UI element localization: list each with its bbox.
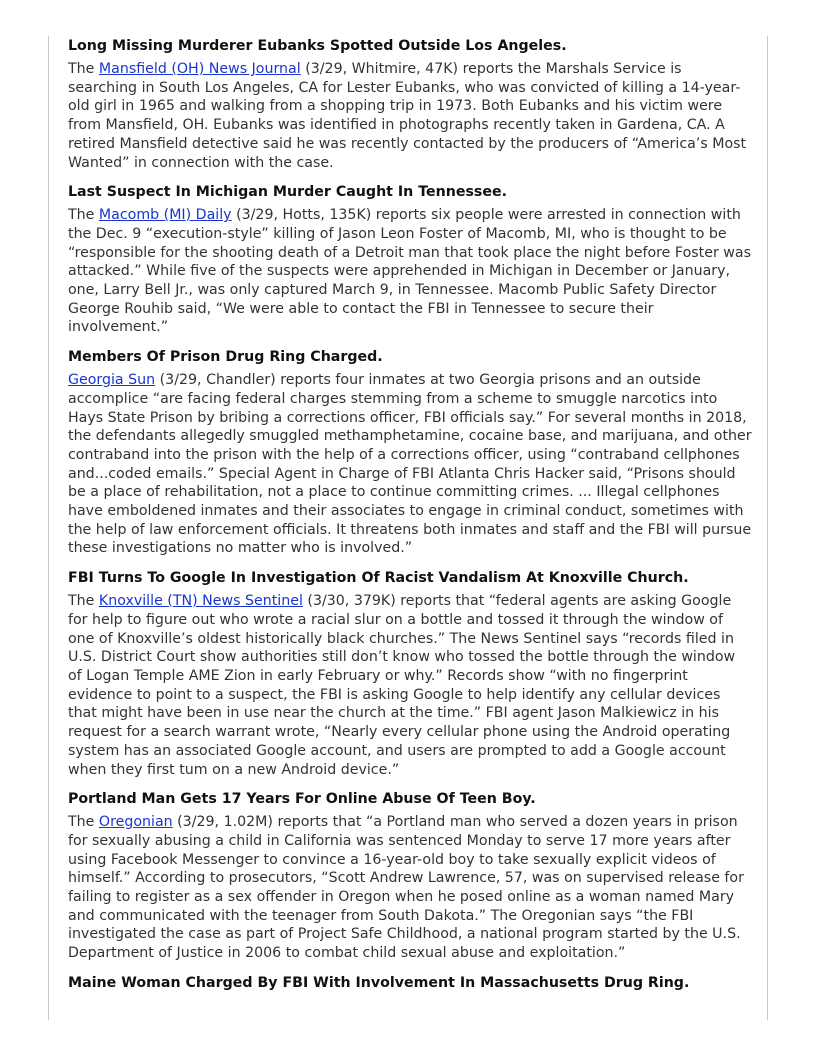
article-eubanks: [68, 37, 752, 172]
article-lead: The: [68, 814, 99, 831]
article-headline: Portland Man Gets 17 Years For Online Abuse Of Teen Boy.: [68, 791, 536, 808]
article-headline: FBI Turns To Google In Investigation Of Racist Vandalism At Knoxville Church.: [68, 570, 689, 587]
article-maine-woman: [68, 974, 752, 993]
article-body: [68, 813, 752, 963]
article-body: [68, 592, 752, 779]
source-link-oregonian[interactable]: Oregonian: [98, 814, 173, 831]
article-headline: Maine Woman Charged By FBI With Involvement In Massachusetts Drug Ring.: [68, 974, 690, 991]
article-body: [68, 371, 752, 558]
news-briefing: [68, 37, 752, 1004]
article-michigan-murder: [68, 183, 752, 337]
article-lead: The: [68, 593, 99, 610]
article-headline: Long Missing Murderer Eubanks Spotted Outside Los Angeles.: [68, 38, 567, 54]
source-link-georgia-sun[interactable]: Georgia Sun: [68, 372, 156, 389]
source-link-knoxville[interactable]: Knoxville (TN) News Sentinel: [98, 593, 303, 610]
article-prison-drug-ring: [68, 348, 752, 558]
article-text: (3/29, Chandler) reports four inmates at two Georgia prisons and an outside accomplice “are facing federal charges stemming from a scheme to smuggle narcotics into Hays State Prison by bribing a corrections officer, FBI officials say.” For several months in 2018, the defendants allegedly smuggled methamphetamine, cocaine base, and marijuana, and other contraband into the prison with the help of a corrections officer, using “contraband cellphones and...coded emails.” Special Agent in Charge of FBI Atlanta Chris Hacker said, “Prisons should be a place of rehabilitation, not a place to continue committing crimes. ... Illegal cellphones have emboldened inmates and their associates to engage in criminal conduct, sometimes with the help of law enforcement officials. It threatens both inmates and staff and the FBI will pursue these investigations no matter who is involved.”: [68, 372, 752, 557]
article-knoxville-church: [68, 569, 752, 779]
article-body: [68, 206, 752, 337]
source-link-mansfield[interactable]: Mansfield (OH) News Journal: [98, 61, 301, 77]
article-lead: The: [68, 207, 99, 224]
article-portland: [68, 790, 752, 963]
article-headline: Members Of Prison Drug Ring Charged.: [68, 349, 383, 366]
article-text: (3/30, 379K) reports that “federal agents are asking Google for help to figure out who wrote a racial slur on a bottle and tossed it through the window of one of Knoxville’s oldest historically black churches.” The News Sentinel says “records filed in U.S. District Court show authorities still don’t know who tossed the bottle through the window of Logan Temple AME Zion in early February or why.” Records show “with no fingerprint evidence to point to a suspect, the FBI is asking Google to help identify any cellular devices that might have been in use near the church at the time.” FBI agent Jason Malkiewicz in his request for a search warrant wrote, “Nearly every cellular phone using the Android operating system has an associated Google account, and users are prompted to add a Google account when they first tum on a new Android device.”: [68, 593, 736, 778]
article-text: (3/29, Whitmire, 47K) reports the Marshals Service is searching in South Los Angeles, CA for Lester Eubanks, who was convicted of killing a 14-year-old girl in 1965 and walking from a shopping trip in 1973. Both Eubanks and his victim were from Mansfield, OH. Eubanks was identified in photographs recently taken in Gardena, CA. A retired Mansfield detective said he was recently contacted by the producers of “America’s Most Wanted” in connection with the case.: [68, 61, 747, 171]
article-lead: The: [68, 61, 99, 77]
article-body: [68, 60, 752, 172]
article-text: (3/29, 1.02M) reports that “a Portland man who served a dozen years in prison for sexually abusing a child in California was sentenced Monday to serve 17 more years after using Facebook Messenger to convince a 16-year-old boy to take sexually explicit videos of himself.” According to prosecutors, “Scott Andrew Lawrence, 57, was on supervised release for failing to register as a sex offender in Oregon when he posed online as a woman named Mary and communicated with the teenager from South Dakota.” The Oregonian says “the FBI investigated the case as part of Project Safe Childhood, a national program started by the U.S. Department of Justice in 2006 to combat child sexual abuse and exploitation.”: [68, 814, 744, 962]
article-text: (3/29, Hotts, 135K) reports six people were arrested in connection with the Dec. 9 “execution-style” killing of Jason Leon Foster of Macomb, MI, who is thought to be “responsible for the shooting death of a Detroit man that took place the night before Foster was attacked.” While five of the suspects were apprehended in Michigan in December or January, one, Larry Bell Jr., was only captured March 9, in Tennessee. Macomb Public Safety Director George Rouhib said, “We were able to contact the FBI in Tennessee to secure their involvement.”: [68, 207, 751, 336]
source-link-macomb[interactable]: Macomb (MI) Daily: [98, 207, 232, 224]
article-headline: Last Suspect In Michigan Murder Caught In Tennessee.: [68, 184, 507, 201]
